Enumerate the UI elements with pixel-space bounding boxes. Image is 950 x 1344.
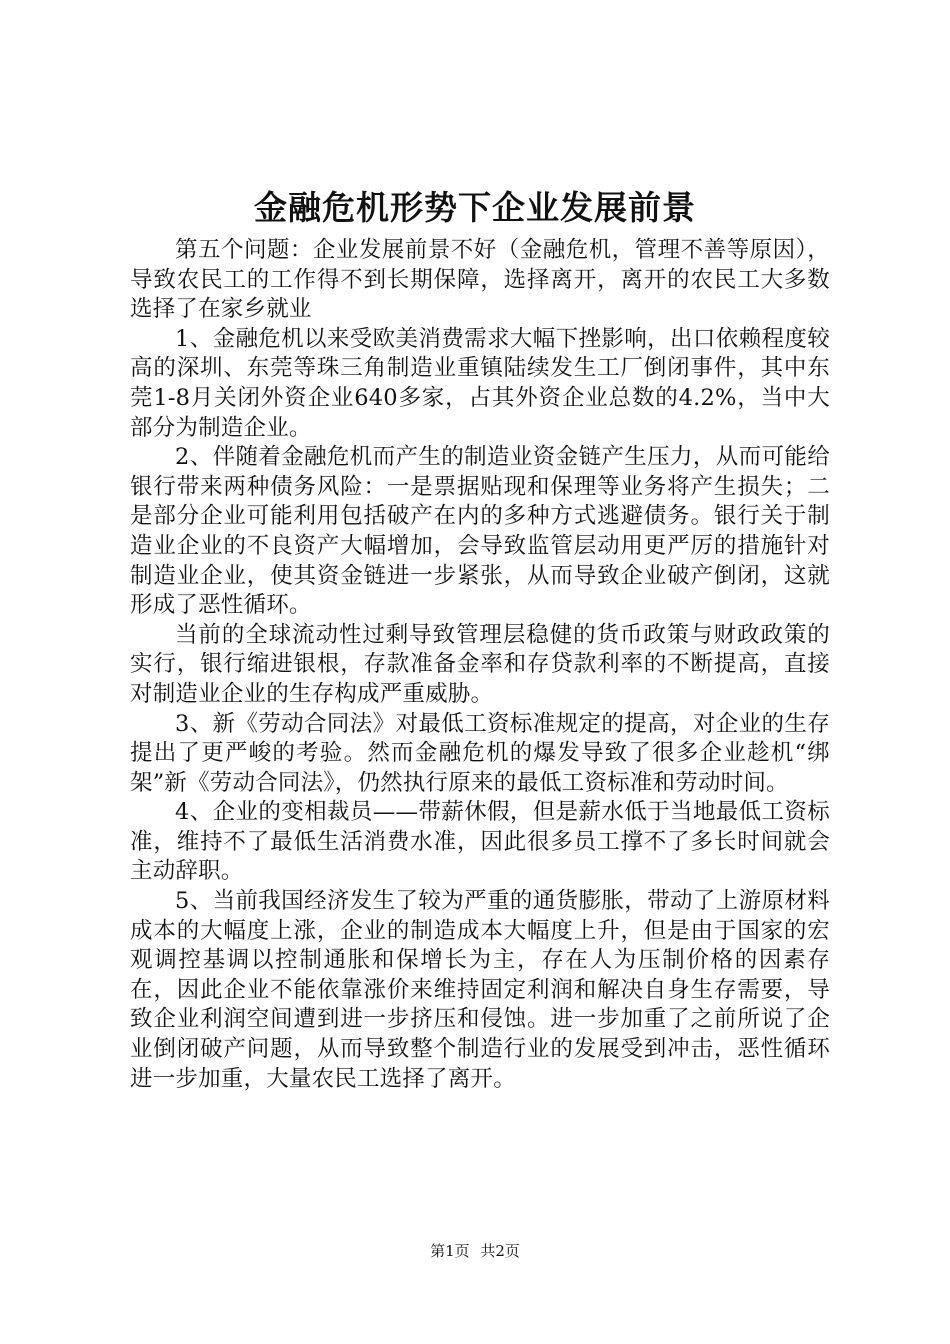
paragraph-point-3: 3、新《劳动合同法》对最低工资标准规定的提高，对企业的生存提出了更严峻的考验。然而金融危机的爆发导致了很多企业趁机“绑架”新《劳动合同法》，仍然执行原来的最低工资标准和劳动时间。	[130, 710, 830, 796]
document-title: 金融危机形势下企业发展前景	[254, 188, 696, 227]
paragraph-point-2: 2、伴随着金融危机而产生的制造业资金链产生压力，从而可能给银行带来两种债务风险：一是票据贴现和保理等业务将产生损失；二是部分企业可能利用包括破产在内的多种方式逃避债务。银行关于制造业企业的不良资产大幅增加，会导致监管层动用更严厉的措施针对制造业企业，使其资金链进一步紧张，从而导致企业破产倒闭，这就形成了恶性循环。	[130, 444, 830, 619]
paragraph-liquidity: 当前的全球流动性过剩导致管理层稳健的货币政策与财政政策的实行，银行缩进银根，存款准备金率和存贷款利率的不断提高，直接对制造业企业的生存构成严重威胁。	[130, 621, 830, 707]
page-total: 共2页	[480, 1242, 520, 1260]
paragraph-point-5: 5、当前我国经济发生了较为严重的通货膨胀，带动了上游原材料成本的大幅度上涨，企业的制造成本大幅度上升，但是由于国家的宏观调控基调以控制通胀和保增长为主，存在人为压制价格的因素存在，因此企业不能依靠涨价来维持固定利润和解决自身生存需要，导致企业利润空间遭到进一步挤压和侵蚀。进一步加重了之前所说了企业倒闭破产问题，从而导致整个制造行业的发展受到冲击，恶性循环进一步加重，大量农民工选择了离开。	[130, 888, 830, 1092]
paragraph-intro: 第五个问题：企业发展前景不好（金融危机，管理不善等原因），导致农民工的工作得不到长期保障，选择离开，离开的农民工大多数选择了在家乡就业	[130, 237, 830, 323]
page-footer	[0, 1241, 950, 1261]
document-body	[130, 236, 830, 1094]
paragraph-point-4: 4、企业的变相裁员——带薪休假，但是薪水低于当地最低工资标准，维持不了最低生活消费水准，因此很多员工撑不了多长时间就会主动辞职。	[130, 799, 830, 885]
page-number: 第1页	[430, 1242, 470, 1260]
paragraph-point-1: 1、金融危机以来受欧美消费需求大幅下挫影响，出口依赖程度较高的深圳、东莞等珠三角制造业重镇陆续发生工厂倒闭事件，其中东莞1-8月关闭外资企业640多家，占其外资企业总数的4.2%，当中大部分为制造企业。	[130, 325, 830, 441]
